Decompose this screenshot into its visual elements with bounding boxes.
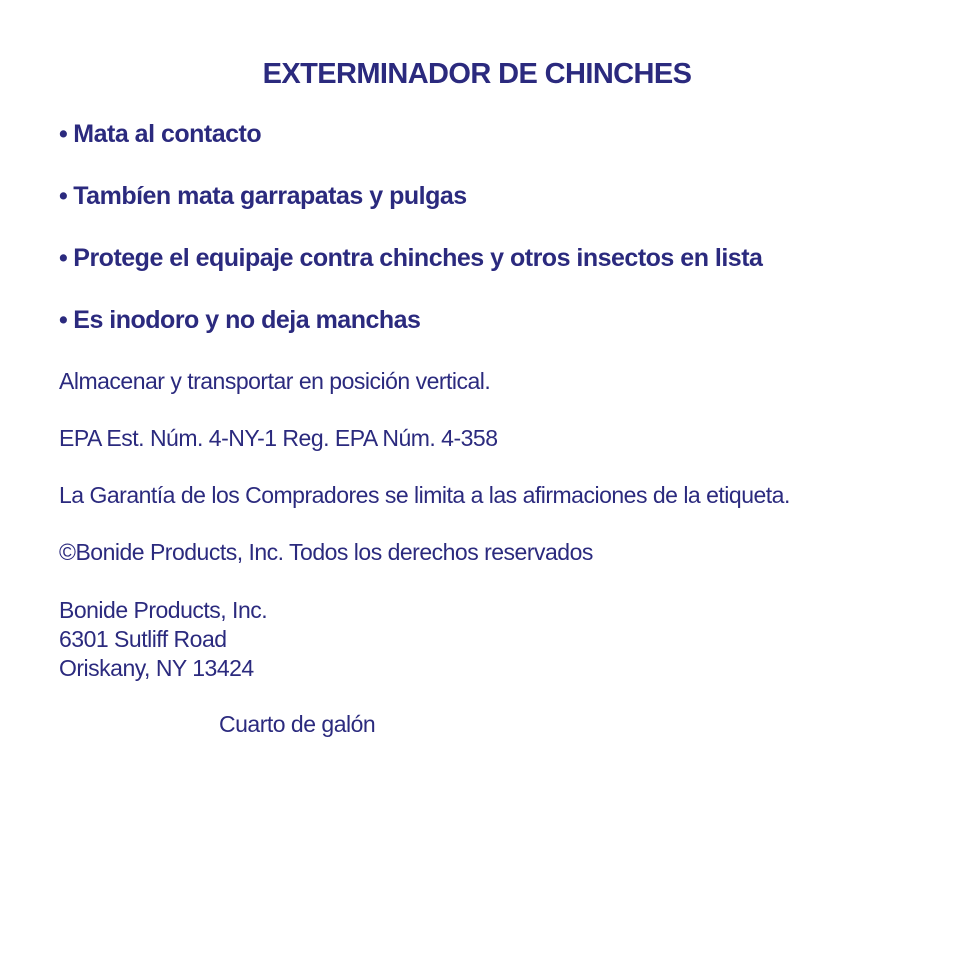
epa-registration: EPA Est. Núm. 4-NY-1 Reg. EPA Núm. 4-358 xyxy=(59,425,498,451)
feature-item xyxy=(59,243,762,273)
copyright-notice: ©Bonide Products, Inc. Todos los derechos reservados xyxy=(59,539,593,565)
bullet-icon: • xyxy=(59,244,68,272)
feature-text: Protege el equipaje contra chinches y otros insectos en lista xyxy=(73,244,763,272)
feature-item xyxy=(59,119,261,149)
warranty-statement: La Garantía de los Compradores se limita a las afirmaciones de la etiqueta. xyxy=(59,482,790,508)
feature-text: Es inodoro y no deja manchas xyxy=(73,306,421,334)
manufacturer-name: Bonide Products, Inc. xyxy=(59,597,268,623)
bullet-icon: • xyxy=(59,306,68,334)
storage-instruction: Almacenar y transportar en posición vertical. xyxy=(59,368,491,394)
feature-text: Tambíen mata garrapatas y pulgas xyxy=(73,182,467,210)
manufacturer-address xyxy=(59,596,267,683)
bullet-icon: • xyxy=(59,182,68,210)
manufacturer-street: 6301 Sutliff Road xyxy=(59,626,227,652)
container-size: Cuarto de galón xyxy=(219,711,376,737)
manufacturer-city: Oriskany, NY 13424 xyxy=(59,655,254,681)
feature-item xyxy=(59,181,467,211)
bullet-icon: • xyxy=(59,120,68,148)
feature-item xyxy=(59,305,420,335)
product-title: EXTERMINADOR DE CHINCHES xyxy=(262,58,692,90)
feature-text: Mata al contacto xyxy=(73,120,262,148)
